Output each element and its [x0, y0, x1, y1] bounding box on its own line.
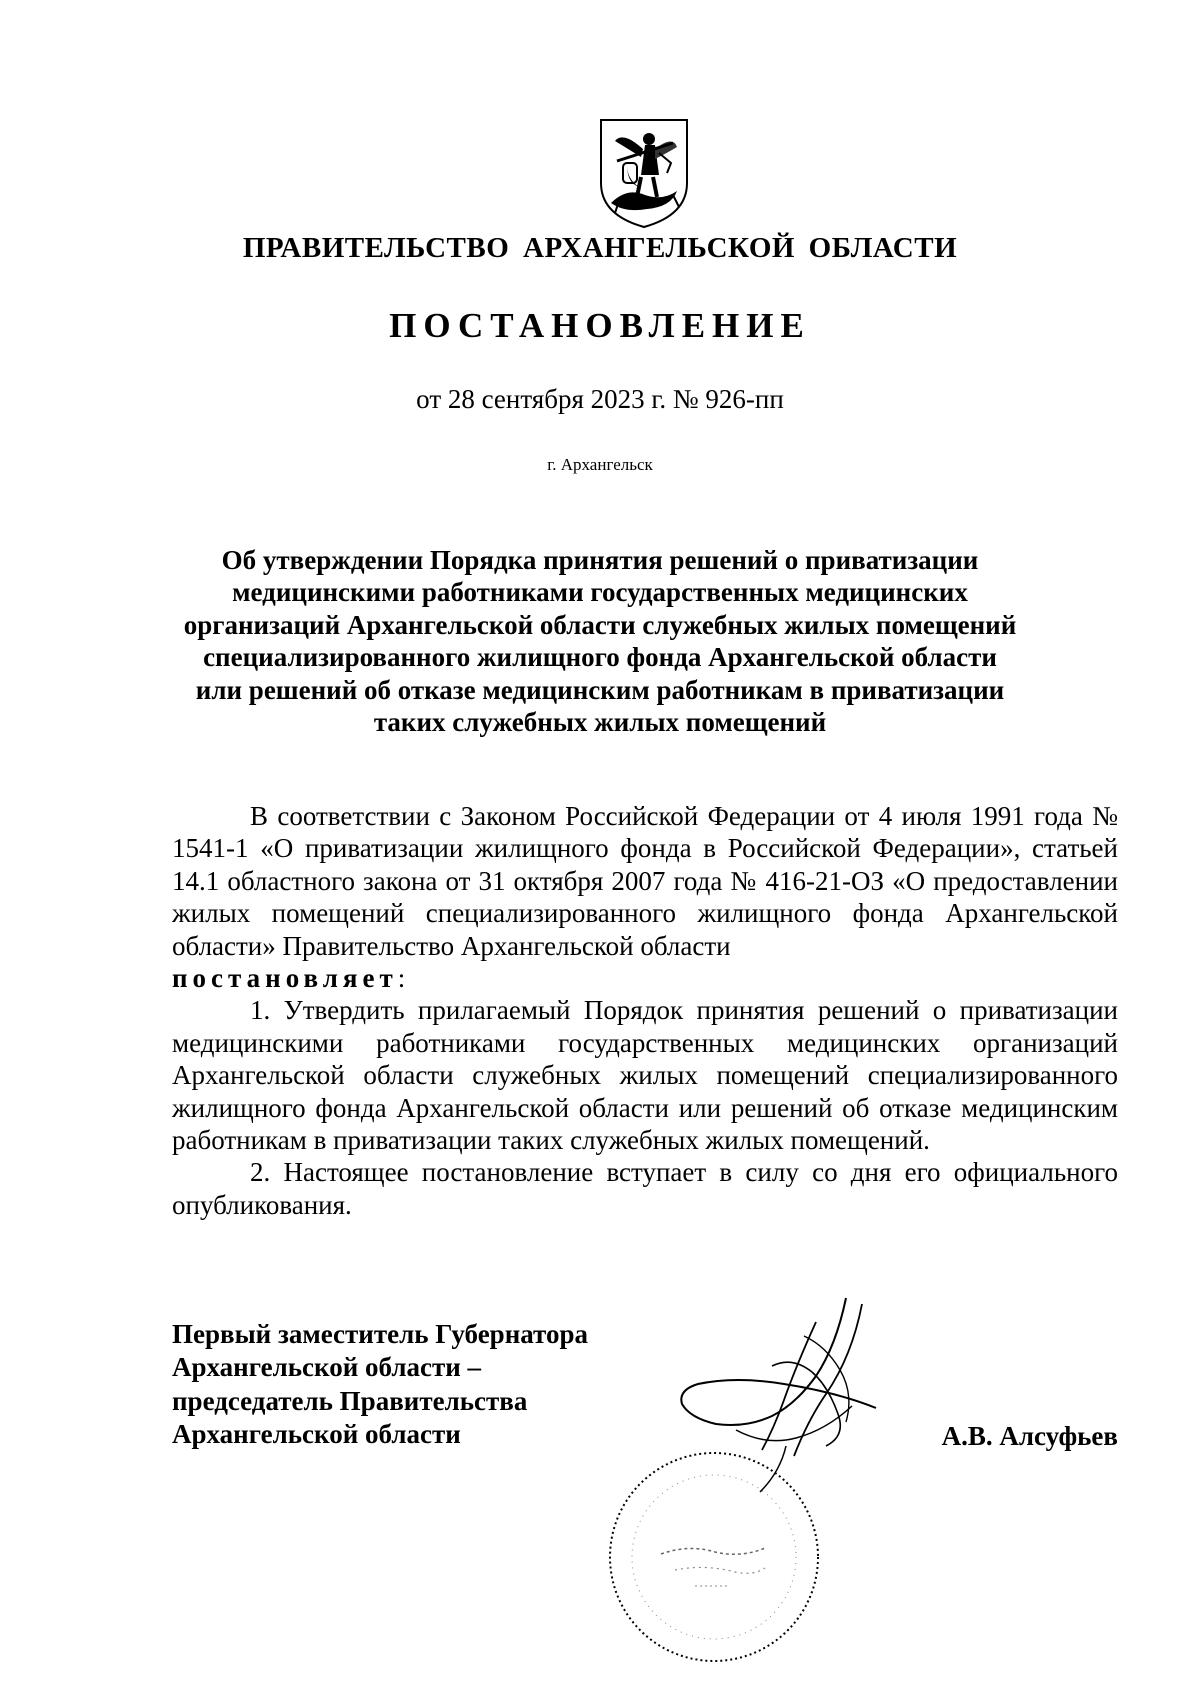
document-date-number: от 28 сентября 2023 г. № 926-пп — [416, 384, 784, 414]
position-line: Первый заместитель Губернатора — [172, 1319, 588, 1349]
position-line: Архангельской области – — [172, 1352, 482, 1383]
document-body — [172, 800, 1118, 1221]
title-line: организаций Архангельской области служебных жилых помещений — [183, 609, 1017, 640]
document-type: ПОСТАНОВЛЕНИЕ — [389, 306, 811, 345]
title-line: или решений об отказе медицинским работникам в приватизации — [195, 674, 1005, 705]
document-city: г. Архангельск — [547, 455, 653, 474]
decree-line — [172, 962, 1118, 994]
decree-colon: : — [397, 963, 406, 994]
title-line: специализированного жилищного фонда Архангельской области — [203, 642, 997, 673]
position-line: председатель Правительства — [172, 1385, 528, 1416]
government-name: ПРАВИТЕЛЬСТВО АРХАНГЕЛЬСКОЙ ОБЛАСТИ — [242, 232, 958, 264]
item-1: 1. Утвердить прилагаемый Порядок принятия решений о приватизации медицинскими работниками государственных медицинских организаций Архангельской области служебных жилых помещений специализированного жилищного фонда Архангельской области или решений об отказе медицинским работникам в приватизации таких служебных жилых помещений. — [172, 995, 1118, 1156]
title-line: Об утверждении Порядка принятия решений о приватизации — [221, 545, 979, 575]
preamble-paragraph — [172, 800, 1118, 962]
title-line: таких служебных жилых помещений — [373, 707, 827, 738]
preamble-text: В соответствии с Законом Российской Федерации от 4 июля 1991 года № 1541-1 «О приватизации жилищного фонда в Российской Федерации», статьей 14.1 областного закона от 31 октября 2007 года № 416-21-ОЗ «О предоставлении жилых помещений специализированного жилищного фонда Архангельской области» Правительство Архангельской области — [172, 801, 1118, 961]
signatory-position — [172, 1318, 692, 1451]
signatory-name: А.В. Алсуфьев — [941, 1421, 1118, 1451]
position-line: Архангельской области — [172, 1418, 461, 1449]
title-line: медицинскими работниками государственных медицинских — [232, 577, 968, 608]
decree-word: постановляет — [172, 963, 398, 994]
document-title — [150, 544, 1050, 738]
coat-of-arms-icon — [597, 117, 691, 229]
handwritten-signature — [676, 1296, 916, 1506]
item-2: 2. Настоящее постановление вступает в силу со дня его официального опубликования. — [172, 1157, 1118, 1220]
